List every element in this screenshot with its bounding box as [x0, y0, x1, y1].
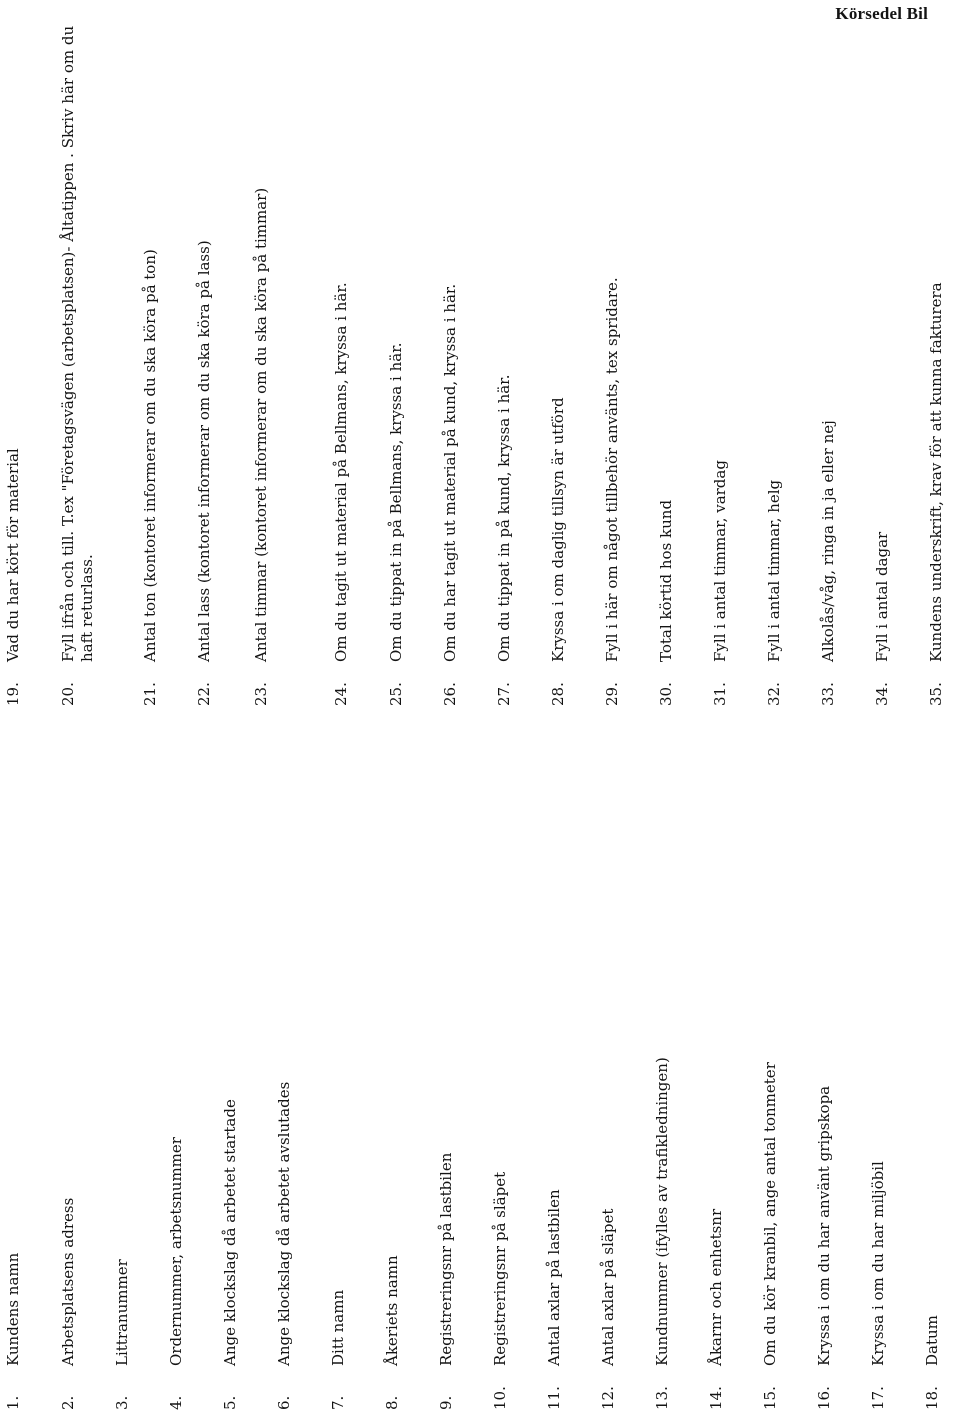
item-number: 19.: [4, 682, 22, 706]
list-item: [819, 420, 838, 706]
item-label: Arbetsplatsens adress: [59, 1197, 77, 1366]
item-number: 21.: [141, 682, 159, 706]
item-number: 13.: [653, 1386, 671, 1410]
item-label: Kundnummer (ifylles av trafikledningen): [653, 1057, 671, 1366]
item-label: Registreringsnr på släpet: [491, 1171, 509, 1366]
item-number: 17.: [869, 1386, 887, 1410]
item-label: Antal ton (kontoret informerar om du ska köra på ton): [141, 249, 159, 662]
item-label: Datum: [923, 1315, 941, 1366]
item-label: Registreringsnr på lastbilen: [437, 1152, 455, 1366]
item-label: Total körtid hos kund: [657, 499, 675, 662]
item-label: Antal axlar på lastbilen: [545, 1189, 563, 1366]
list-item: [657, 500, 676, 706]
item-number: 14.: [707, 1386, 725, 1410]
list-item: [711, 460, 730, 706]
item-label: Vad du har kört för material: [4, 448, 22, 662]
list-item: [113, 1259, 132, 1410]
item-label: Om du har tagit ut material på kund, kryssa i här.: [441, 283, 459, 662]
item-label: Ange klockslag då arbetet avslutades: [275, 1081, 293, 1366]
item-label: Alkolås/våg, ringa in ja eller nej: [819, 420, 837, 662]
list-item: [869, 1161, 888, 1410]
list-item: [252, 22, 271, 706]
list-item: [437, 1153, 456, 1410]
list-item: [927, 282, 946, 706]
item-label: Fyll i antal timmar, helg: [765, 479, 783, 662]
item-number: 33.: [819, 682, 837, 706]
item-number: 6.: [275, 1395, 293, 1410]
item-label: Antal lass (kontoret informerar om du ska köra på lass): [195, 240, 213, 662]
item-number: 2.: [59, 1395, 77, 1410]
list-item: [275, 1082, 294, 1410]
list-item: [491, 1172, 510, 1410]
list-item: [761, 1062, 780, 1410]
list-item: [383, 1255, 402, 1410]
list-item: [59, 22, 97, 706]
item-number: 25.: [387, 682, 405, 706]
item-label: Fyll i antal dagar: [873, 531, 891, 662]
item-number: 34.: [873, 682, 891, 706]
item-number: 18.: [923, 1386, 941, 1410]
list-item: [387, 343, 406, 706]
item-label: Fyll i här om något tillbehör använts, tex spridare.: [603, 277, 621, 662]
item-label: Kryssa i om du har använt gripskopa: [815, 1085, 833, 1366]
item-label: Kryssa i om daglig tillsyn är utförd: [549, 397, 567, 662]
item-number: 10.: [491, 1386, 509, 1410]
list-item: [495, 375, 514, 706]
list-item: [4, 448, 23, 706]
list-item: [332, 282, 351, 706]
list-item: [707, 1209, 726, 1410]
list-item: [167, 1137, 186, 1410]
item-number: 28.: [549, 682, 567, 706]
item-number: 9.: [437, 1395, 455, 1410]
item-label: Ange klockslag då arbetet startade: [221, 1099, 239, 1366]
item-number: 7.: [329, 1395, 347, 1410]
list-item: [141, 249, 160, 706]
item-number: 29.: [603, 682, 621, 706]
item-label: Antal timmar (kontoret informerar om du ska köra på timmar): [252, 187, 270, 662]
list-item: [441, 284, 460, 706]
item-label: Antal axlar på släpet: [599, 1208, 617, 1366]
list-item: [545, 1189, 564, 1410]
item-number: 20.: [59, 682, 77, 706]
item-label: Om du tippat in på Bellmans, kryssa i här.: [387, 342, 405, 662]
item-number: 12.: [599, 1386, 617, 1410]
item-label: Kundens underskrift, krav för att kunna fakturera: [927, 282, 945, 662]
list-item: [815, 1086, 834, 1410]
item-label: Fyll ifrån och till. T.ex "Företagsvägen (arbetsplatsen)- Åltatippen . Skriv här om du haft returlass.: [59, 25, 96, 662]
item-number: 16.: [815, 1386, 833, 1410]
item-number: 26.: [441, 682, 459, 706]
item-number: 15.: [761, 1386, 779, 1410]
item-number: 31.: [711, 682, 729, 706]
item-number: 4.: [167, 1395, 185, 1410]
item-number: 23.: [252, 682, 270, 706]
list-item: [59, 1198, 78, 1410]
list-item: [549, 397, 568, 706]
item-number: 8.: [383, 1395, 401, 1410]
item-number: 35.: [927, 682, 945, 706]
item-number: 11.: [545, 1386, 563, 1410]
item-label: Ordernummer, arbetsnummer: [167, 1137, 185, 1366]
item-number: 24.: [332, 682, 350, 706]
list-item: [599, 1209, 618, 1410]
list-item: [221, 1099, 240, 1410]
item-label: Ditt namn: [329, 1289, 347, 1366]
list-item: [873, 532, 892, 706]
item-label: Kundens namn: [4, 1252, 22, 1366]
item-number: 22.: [195, 682, 213, 706]
list-item: [603, 277, 622, 706]
item-label: Åkeriets namn: [383, 1255, 401, 1366]
right-item-column: [0, 6, 960, 706]
item-label: Fyll i antal timmar, vardag: [711, 460, 729, 662]
list-item: [329, 1290, 348, 1410]
left-item-column: [0, 720, 960, 1410]
item-number: 30.: [657, 682, 675, 706]
item-label: Åkarnr och enhetsnr: [707, 1208, 725, 1366]
document-title: Körsedel Bil: [835, 4, 928, 23]
item-number: 3.: [113, 1395, 131, 1410]
list-item: [4, 1253, 23, 1410]
item-label: Littranummer: [113, 1259, 131, 1366]
list-item: [765, 480, 784, 706]
item-number: 27.: [495, 682, 513, 706]
item-number: 1.: [4, 1395, 22, 1410]
list-item: [923, 1315, 942, 1410]
item-number: 32.: [765, 682, 783, 706]
list-item: [195, 240, 214, 706]
item-label: Om du tagit ut material på Bellmans, kryssa i här.: [332, 282, 350, 662]
item-label: Kryssa i om du har miljöbil: [869, 1161, 887, 1366]
item-number: 5.: [221, 1395, 239, 1410]
item-label: Om du tippat in på kund, kryssa i här.: [495, 374, 513, 662]
list-item: [653, 1057, 672, 1410]
item-label: Om du kör kranbil, ange antal tonmeter: [761, 1062, 779, 1366]
